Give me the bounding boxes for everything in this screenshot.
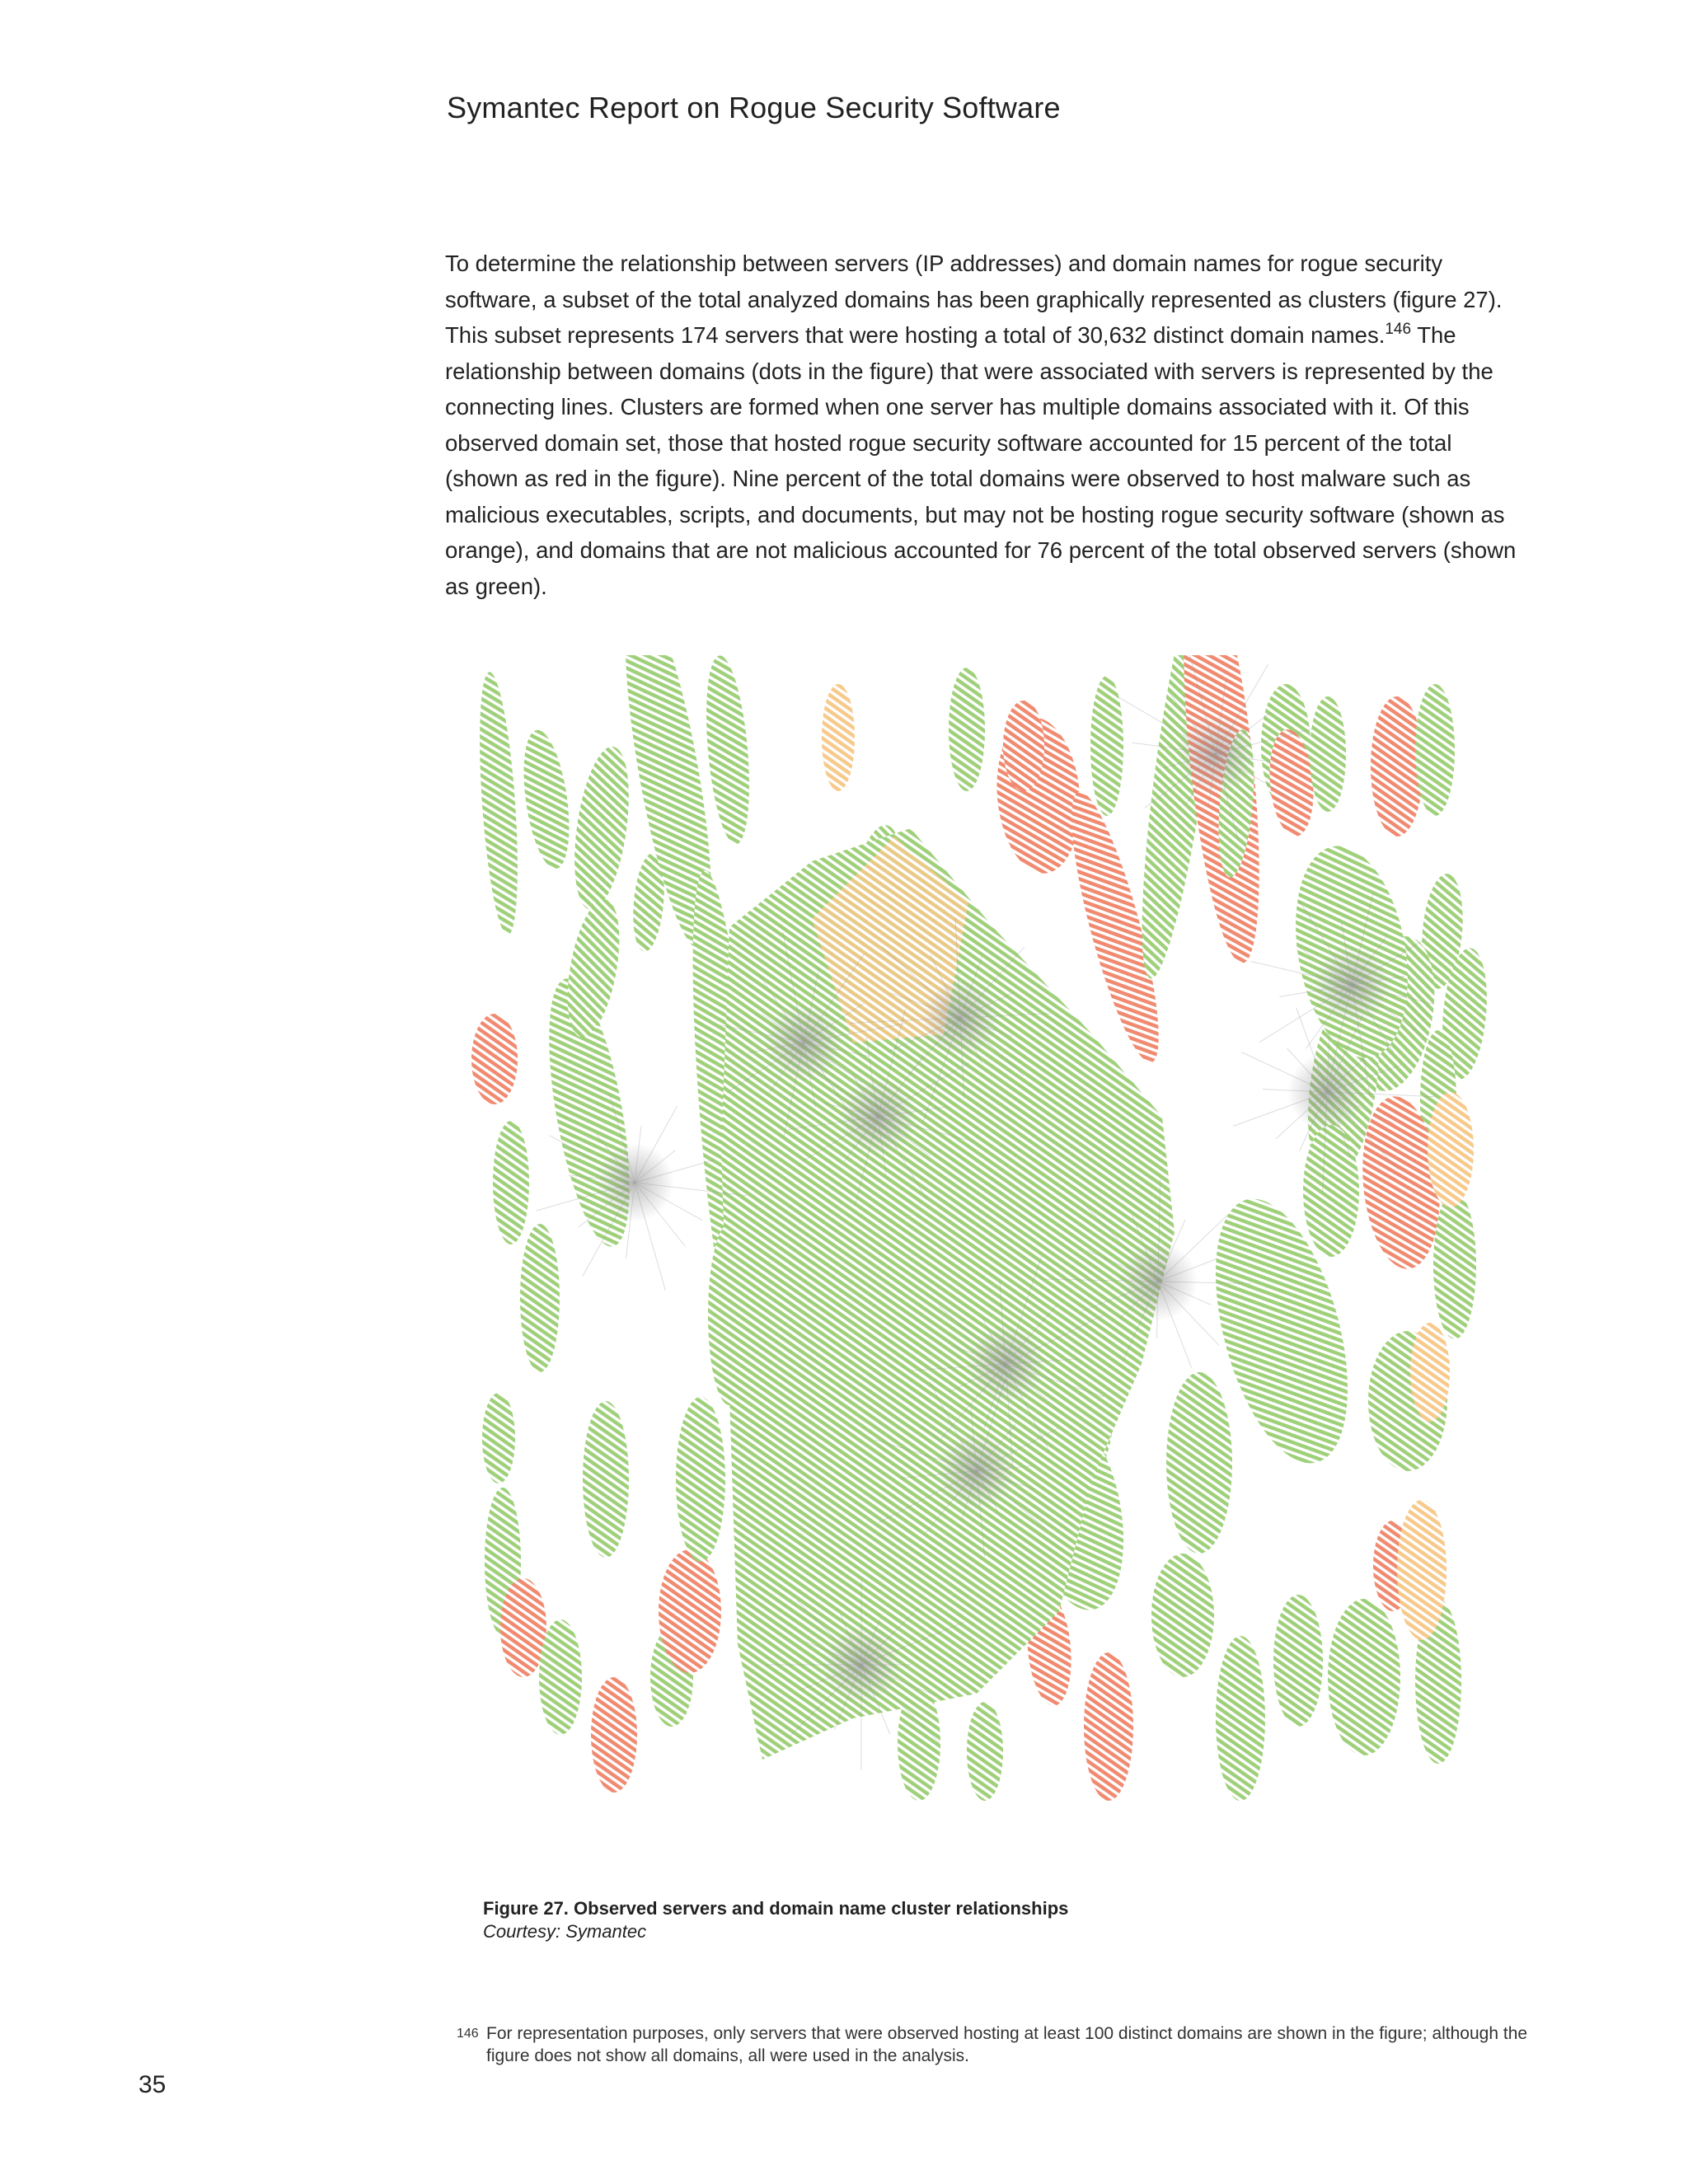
cluster-non-malicious [583, 1401, 629, 1558]
cluster-non-malicious [1310, 696, 1346, 812]
cluster-malware [822, 684, 855, 791]
cluster-non-malicious [1151, 1554, 1214, 1677]
cluster-rogue [500, 1578, 546, 1677]
cluster-rogue [591, 1677, 637, 1793]
cluster-non-malicious [1216, 1636, 1265, 1801]
cluster-non-malicious [493, 1121, 529, 1244]
cluster-non-malicious [1166, 1372, 1232, 1554]
cluster-non-malicious [473, 671, 524, 936]
domain-clusters [471, 655, 1492, 1801]
footnote-text: For representation purposes, only servers that were observed hosting at least 100 distinct domains are shown in the figure; although the figure does not show all domains, all were used in the analysis. [486, 2024, 1528, 2065]
cluster-non-malicious [967, 1702, 1003, 1801]
cluster-non-malicious [949, 668, 985, 791]
cluster-malware [1410, 1323, 1450, 1422]
footnote-number: 146 [457, 2027, 479, 2041]
cluster-figure [466, 655, 1500, 1883]
cluster-non-malicious [1303, 1125, 1359, 1257]
cluster-non-malicious [482, 1393, 515, 1483]
body-text-part-1: To determine the relationship between servers (IP addresses) and domain names for rogue security software, a subset of the total analyzed domains has been graphically represented as clusters (figure 27). This subset represents 174 servers that were hosting a total of 30,632 distinct domain names. [445, 251, 1503, 348]
cluster-rogue [471, 1014, 518, 1104]
figure-caption-title: Figure 27. Observed servers and domain name cluster relationships [483, 1898, 1069, 1919]
report-header-title: Symantec Report on Rogue Security Software [447, 91, 1061, 124]
cluster-non-malicious [700, 655, 756, 846]
body-paragraph [445, 246, 1525, 604]
cluster-non-malicious [565, 743, 637, 913]
cluster-rogue [1084, 1652, 1133, 1801]
footnote-reference[interactable]: 146 [1385, 321, 1412, 338]
cluster-graph [466, 655, 1500, 1883]
cluster-non-malicious [516, 727, 576, 871]
cluster-rogue [1371, 696, 1423, 837]
cluster-non-malicious [676, 1397, 725, 1562]
cluster-non-malicious [1328, 1599, 1400, 1755]
body-text-part-2: The relationship between domains (dots in the figure) that were associated with servers is represented by the connecting lines. Clusters are formed when one server has multiple domains associated with it. Of this observed domain set, those that hosted rogue security software accounted for 15 percent of the total (shown as red in the figure). Nine percent of the total domains were observed to host malware such as malicious executables, scripts, and documents, but may not be hosting rogue security software (shown as orange), and domains that are not malicious accounted for 76 percent of the total observed servers (shown as green). [445, 322, 1517, 599]
cluster-malware [1428, 1092, 1474, 1207]
cluster-malware [1397, 1500, 1447, 1640]
figure-caption-credit: Courtesy: Symantec [483, 1921, 647, 1942]
cluster-non-malicious [1433, 1191, 1476, 1339]
cluster-non-malicious [520, 1224, 560, 1372]
cluster-rogue [659, 1549, 721, 1673]
cluster-non-malicious [539, 1619, 582, 1735]
cluster-non-malicious [1273, 1595, 1323, 1727]
cluster-non-malicious [1415, 684, 1455, 816]
footnote [457, 2022, 1528, 2067]
page-number: 35 [138, 2071, 166, 2098]
cluster-rogue [1003, 701, 1044, 791]
figure-caption [483, 1897, 1068, 1943]
